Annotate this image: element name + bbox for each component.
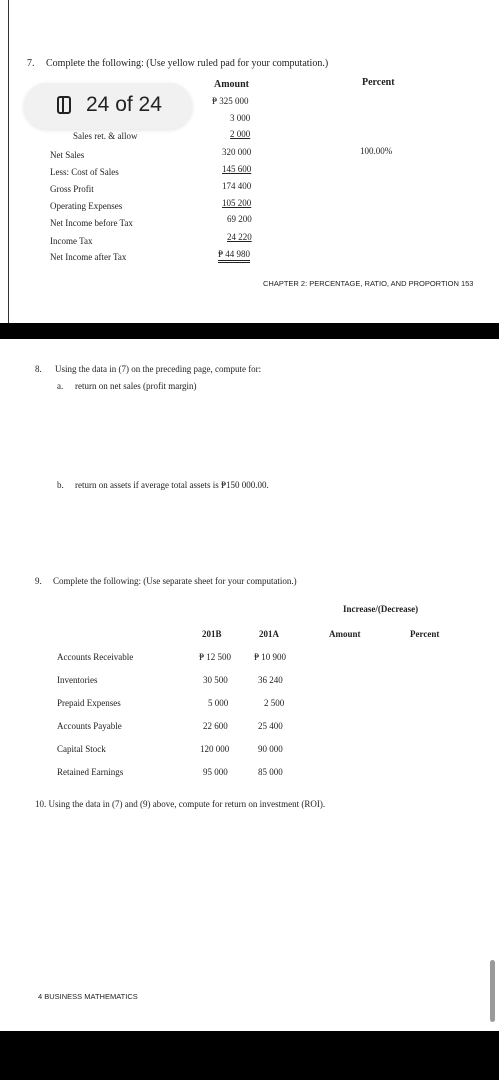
document-page-bottom <box>0 339 499 1031</box>
q7-label-6: Operating Expenses <box>50 201 123 211</box>
q7-label-7: Net Income before Tax <box>50 218 133 228</box>
q7-amount-6: 105 200 <box>222 198 252 208</box>
q8-number: 8. <box>35 364 42 374</box>
q7-label-9: Net Income after Tax <box>50 252 127 262</box>
q7-amount-9: ₱ 44 980 <box>218 249 250 263</box>
vertical-scrollbar[interactable] <box>490 960 495 1022</box>
q7-instruction: Complete the following: (Use yellow ruled pad for your computation.) <box>46 58 329 69</box>
q7-amount-1: 3 000 <box>230 113 251 123</box>
q9-col-2017: 201A <box>259 629 279 639</box>
q9-label-5: Retained Earnings <box>57 767 124 777</box>
q9-2017-5: 85 000 <box>258 767 283 777</box>
q9-col-amount: Amount <box>329 629 361 639</box>
q7-amount-7: 69 200 <box>227 214 252 224</box>
q9-number: 9. <box>35 576 42 586</box>
q9-2017-1: 36 240 <box>258 675 283 685</box>
q7-amount-3: 320 000 <box>222 147 252 157</box>
q7-label-2: Sales ret. & allow <box>73 131 138 141</box>
q8b-label: b. <box>57 480 64 490</box>
q9-2017-0: ₱ 10 900 <box>254 652 287 662</box>
q9-col-percent: Percent <box>410 629 440 639</box>
q8a-label: a. <box>57 381 64 391</box>
q7-label-4: Less: Cost of Sales <box>50 167 119 177</box>
q7-col-percent: Percent <box>362 77 395 88</box>
q7-amount-2: 2 000 <box>230 129 251 139</box>
q8a-text: return on net sales (profit margin) <box>75 381 197 391</box>
q9-2018-2: 5 000 <box>208 698 229 708</box>
q9-label-0: Accounts Receivable <box>57 652 134 662</box>
q9-2017-3: 25 400 <box>258 721 283 731</box>
q9-2017-4: 90 000 <box>258 744 283 754</box>
q9-2018-4: 120 000 <box>200 744 230 754</box>
q9-group-header: Increase/(Decrease) <box>343 604 419 614</box>
q9-instruction: Complete the following: (Use separate sheet for your computation.) <box>53 576 297 586</box>
q8-instruction: Using the data in (7) on the preceding page, compute for: <box>55 364 262 374</box>
q7-amount-8: 24 220 <box>227 232 252 242</box>
page-separator <box>0 323 499 339</box>
q9-2018-5: 95 000 <box>203 767 228 777</box>
q7-label-8: Income Tax <box>50 236 93 246</box>
q7-number: 7. <box>27 58 35 69</box>
q7-amount-4: 145 600 <box>222 164 252 174</box>
q7-amount-5: 174 400 <box>222 181 252 191</box>
q7-amount-0: ₱ 325 000 <box>212 96 249 106</box>
q7-label-3: Net Sales <box>50 150 85 160</box>
page-footer-chapter: CHAPTER 2: PERCENTAGE, RATIO, AND PROPORTION 153 <box>263 279 474 288</box>
q9-2018-1: 30 500 <box>203 675 228 685</box>
q7-label-5: Gross Profit <box>50 184 94 194</box>
q9-2017-2: 2 500 <box>264 698 285 708</box>
q9-label-3: Accounts Payable <box>57 721 122 731</box>
document-page-top <box>0 0 499 323</box>
q9-label-2: Prepaid Expenses <box>57 698 121 708</box>
q7-percent-3: 100.00% <box>360 146 393 156</box>
document-pages-icon <box>57 96 71 114</box>
q9-2018-0: ₱ 12 500 <box>199 652 232 662</box>
q7-col-amount: Amount <box>214 79 250 90</box>
q8b-text: return on assets if average total assets is ₱150 000.00. <box>75 480 269 490</box>
page-footer-book: 4 BUSINESS MATHEMATICS <box>38 992 138 1001</box>
q9-label-4: Capital Stock <box>57 744 106 754</box>
q9-col-2018: 201B <box>202 629 222 639</box>
q9-label-1: Inventories <box>57 675 98 685</box>
page-counter-badge <box>24 83 192 129</box>
q10-instruction: 10. Using the data in (7) and (9) above, compute for return on investment (ROI). <box>35 799 326 809</box>
page-counter-text: 24 of 24 <box>86 93 162 116</box>
page-binding-line <box>8 0 9 323</box>
q9-2018-3: 22 600 <box>203 721 228 731</box>
